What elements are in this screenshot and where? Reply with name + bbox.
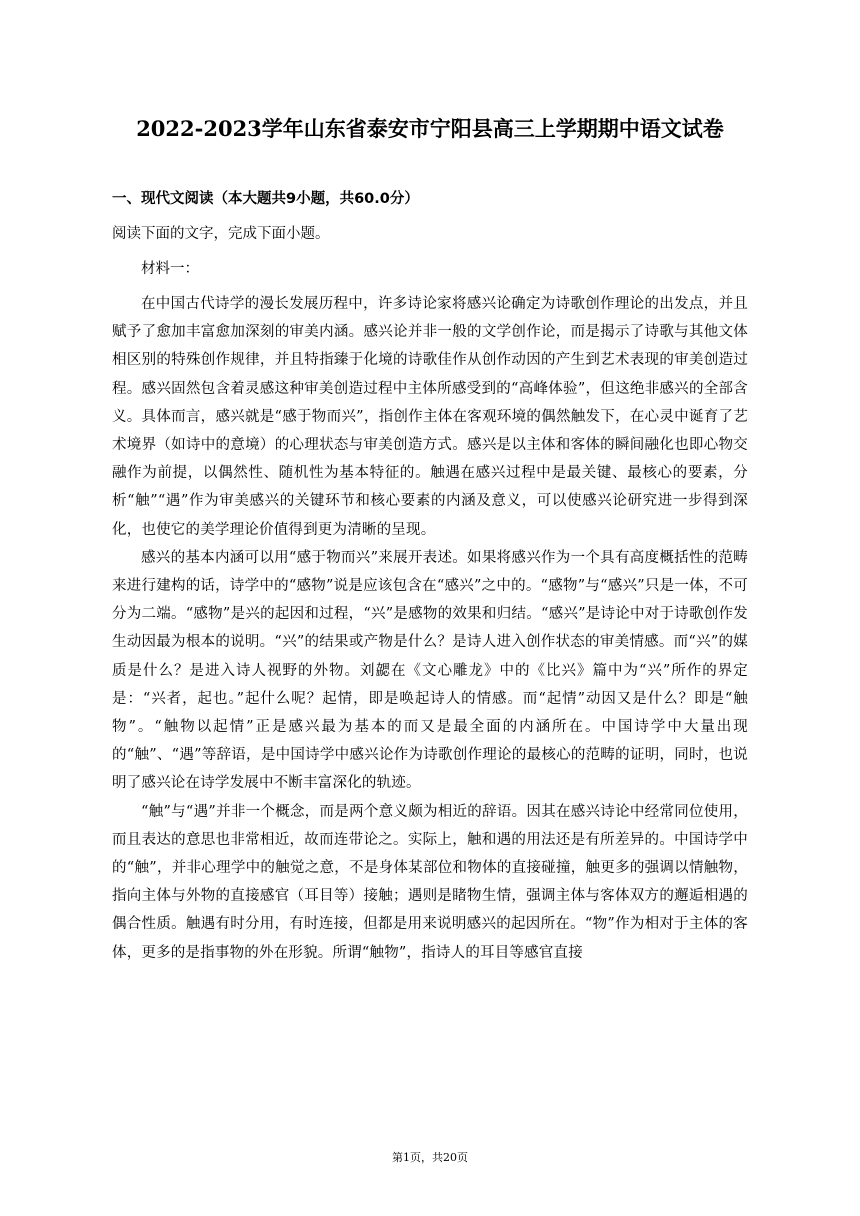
paragraph: 在中国古代诗学的漫长发展历程中，许多诗论家将感兴论确定为诗歌创作理论的出发点，并且赋予了愈加丰富愈加深刻的审美内涵。感兴论并非一般的文学创作论，而是揭示了诗歌与其他文体相区别的特殊创作规律，并且特指臻于化境的诗歌佳作从创作动因的产生到艺术表现的审美创造过程。感兴固然包含着灵感这种审美创造过程中主体所感受到的“高峰体验”，但这绝非感兴的全部含义。具体而言，感兴就是“感于物而兴”，指创作主体在客观环境的偶然触发下，在心灵中诞育了艺术境界（如诗中的意境）的心理状态与审美创造方式。感兴是以主体和客体的瞬间融化也即心物交融作为前提，以偶然性、随机性为基本特征的。触遇在感兴过程中是最关键、最核心的要素，分析“触”“遇”作为审美感兴的关键环节和核心要素的内涵及意义，可以使感兴论研究进一步得到深化，也使它的美学理论价值得到更为清晰的呈现。 <box>112 296 748 538</box>
section-heading: 一、现代文阅读（本大题共9小题，共60.0分） <box>112 191 419 207</box>
paragraph: 感兴的基本内涵可以用“感于物而兴”来展开表述。如果将感兴作为一个具有高度概括性的范畴来进行建构的话，诗学中的“感物”说是应该包含在“感兴”之中的。“感物”与“感兴”只是一体，不可分为二端。“感物”是兴的起因和过程，“兴”是感物的效果和归结。“感兴”是诗论中对于诗歌创作发生动因最为根本的说明。“兴”的结果或产物是什么？是诗人进入创作状态的审美情感。而“兴”的媒质是什么？是进入诗人视野的外物。刘勰在《文心雕龙》中的《比兴》篇中为“兴”所作的界定是：“兴者，起也。”起什么呢？起情，即是唤起诗人的情感。而“起情”动因又是什么？即是“触物”。“触物以起情”正是感兴最为基本的而又是最全面的内涵所在。中国诗学中大量出现的“触”、“遇”等辞语，是中国诗学中感兴论作为诗歌创作理论的最核心的范畴的证明，同时，也说明了感兴论在诗学发展中不断丰富深化的轨迹。 <box>112 549 748 792</box>
material-label: 材料一： <box>141 261 199 277</box>
reading-instruction: 阅读下面的文字，完成下面小题。 <box>112 226 330 242</box>
article-body <box>112 290 748 967</box>
document-title: 2022-2023学年山东省泰安市宁阳县高三上学期期中语文试卷 <box>136 116 724 141</box>
paragraph: “触”与“遇”并非一个概念，而是两个意义颇为相近的辞语。因其在感兴诗论中经常同位使用，而且表达的意思也非常相近，故而连带论之。实际上，触和遇的用法还是有所差异的。中国诗学中的“触”，并非心理学中的触觉之意，不是身体某部位和物体的直接碰撞，触更多的强调以情触物，指向主体与外物的直接感官（耳目等）接触；遇则是睹物生情，强调主体与客体双方的邂逅相遇的偶合性质。触遇有时分用，有时连接，但都是用来说明感兴的起因所在。“物”作为相对于主体的客体，更多的是指事物的外在形貌。所谓“触物”，指诗人的耳目等感官直接 <box>112 803 748 961</box>
page-footer: 第1页，共20页 <box>392 1151 468 1164</box>
